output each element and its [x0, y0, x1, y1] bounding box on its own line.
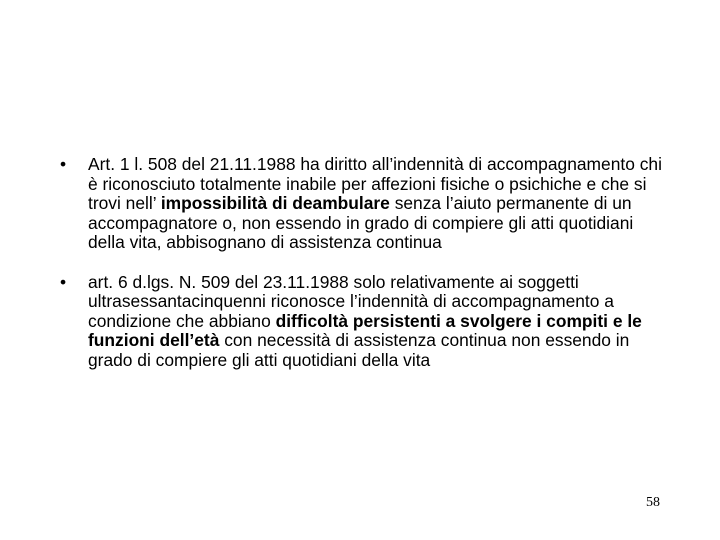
bullet-marker: • [60, 271, 67, 292]
bullet-list [60, 155, 670, 390]
bullet-item-art6 [60, 273, 670, 371]
bold-text-segment: impossibilità di deambulare [160, 193, 390, 213]
bold-text-segment: difficoltà persistenti a svolgere i compiti e le funzioni dell’età [88, 310, 642, 350]
text-segment: art. 6 d.lgs. N. 509 del 23.11.1988 solo relativamente ai soggetti ultrasessantacinquenni riconosce l’indennità di accompagnamento a condizione che abbiano [88, 271, 614, 331]
text-segment: con necessità di assistenza continua non essendo in grado di compiere gli atti quotidiani della vita [88, 330, 630, 370]
bullet-text [88, 272, 642, 370]
text-segment: senza l’aiuto permanente di un accompagnatore o, non essendo in grado di compiere gli atti quotidiani della vita, abbisognano di assistenza continua [88, 193, 634, 252]
bullet-marker: • [60, 154, 67, 174]
text-segment: Art. 1 l. 508 del 21.11.1988 ha diritto all’indennità di accompagnamento chi è riconosciuto totalmente inabile per affezioni fisiche o psichiche e che si trovi nell’ [88, 154, 662, 213]
bullet-item-art1 [60, 155, 670, 253]
bullet-text [88, 154, 662, 252]
page-number: 58 [646, 495, 660, 510]
